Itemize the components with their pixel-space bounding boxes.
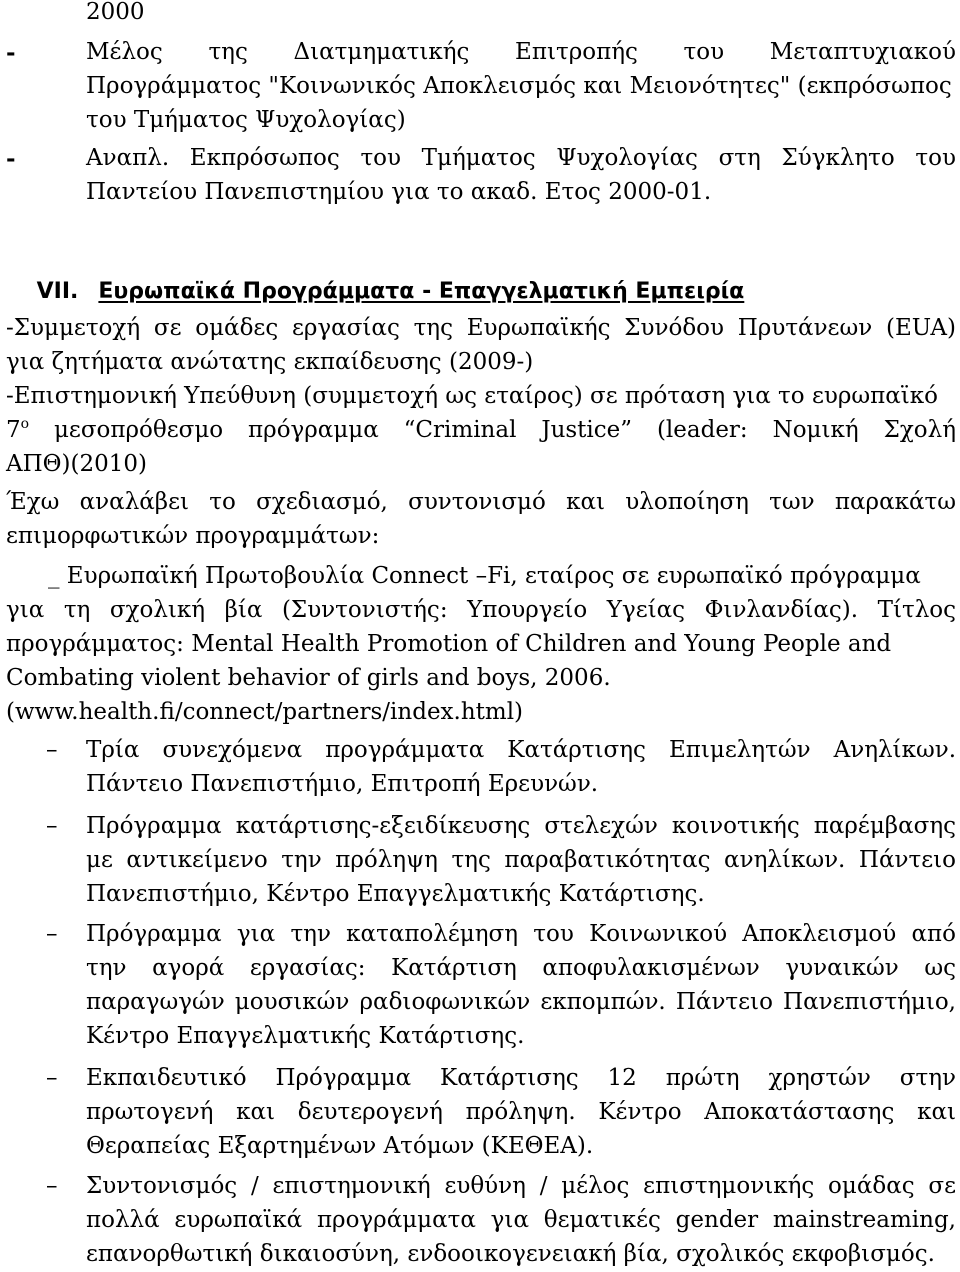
paragraph-line: προγράμματος: Mental Health Promotion of Children and Young People and <box>6 631 892 657</box>
bullet-line: Αναπλ. Εκπρόσωπος του Τμήματος Ψυχολογίας στη Σύγκλητο του <box>86 145 956 171</box>
paragraph-line: -Συμμετοχή σε ομάδες εργασίας της Ευρωπαϊκής Συνόδου Πρυτάνεων (EUA) <box>6 315 956 341</box>
dash-item-line: Πρόγραμμα κατάρτισης-εξειδίκευσης στελεχών κοινοτικής παρέμβασης <box>86 813 956 839</box>
paragraph-line: Combating violent behavior of girls and boys, 2006. <box>6 665 611 691</box>
paragraph-line: -Επιστημονική Υπεύθυνη (συμμετοχή ως εταίρος) σε πρόταση για το ευρωπαϊκό <box>6 383 939 409</box>
bullet-line: Μέλος της Διατμηματικής Επιτροπής του Μεταπτυχιακού <box>86 39 956 65</box>
paragraph-line: για τη σχολική βία (Συντονιστής: Υπουργείο Υγείας Φινλανδίας). Τίτλος <box>6 597 956 623</box>
paragraph-text: μεσοπρόθεσμο πρόγραμμα “Criminal Justice” (leader: Νομική Σχολή <box>29 417 956 443</box>
dash-item-line: Συντονισμός / επιστημονική ευθύνη / μέλος επιστημονικής ομάδας σε <box>86 1173 956 1199</box>
section-number: VII. <box>36 279 79 304</box>
paragraph-line: (www.health.fi/connect/partners/index.html) <box>6 699 524 725</box>
dash-item-line: Πρόγραμμα για την καταπολέμηση του Κοινωνικού Αποκλεισμού από <box>86 921 956 947</box>
dash-marker: – <box>46 813 58 839</box>
ordinal-number: 7 <box>6 417 21 443</box>
ordinal-suffix: ο <box>20 416 30 432</box>
dash-marker: – <box>46 921 58 947</box>
dash-item-line: πρωτογενή και δευτερογενή πρόληψη. Κέντρο Αποκατάστασης και <box>86 1099 956 1125</box>
dash-item-line: πολλά ευρωπαϊκά προγράμματα για θεματικές gender mainstreaming, <box>86 1207 956 1233</box>
dash-item-line: Κέντρο Επαγγελματικής Κατάρτισης. <box>86 1023 525 1049</box>
paragraph-line: Έχω αναλάβει το σχεδιασμό, συντονισμό και υλοποίηση των παρακάτω <box>6 489 956 515</box>
dash-marker: – <box>46 1173 58 1199</box>
dash-item-line: Πάντειο Πανεπιστήμιο, Επιτροπή Ερευνών. <box>86 771 599 797</box>
dash-item-line: Εκπαιδευτικό Πρόγραμμα Κατάρτισης 12 πρώτη χρηστών στην <box>86 1065 956 1091</box>
paragraph-line: για ζητήματα ανώτατης εκπαίδευσης (2009-) <box>6 349 534 375</box>
dash-item-line: Θεραπείας Εξαρτημένων Ατόμων (ΚΕΘΕΑ). <box>86 1133 594 1159</box>
dash-marker: – <box>46 737 58 763</box>
dash-item-line: την αγορά εργασίας: Κατάρτιση αποφυλακισμένων γυναικών ως <box>86 955 956 981</box>
dash-marker: – <box>46 1065 58 1091</box>
bullet-marker: - <box>6 39 16 66</box>
dash-item-line: παραγωγών μουσικών ραδιοφωνικών εκπομπών. Πάντειο Πανεπιστήμιο, <box>86 989 956 1015</box>
bullet-line: του Τμήματος Ψυχολογίας) <box>86 107 406 133</box>
paragraph-line: επιμορφωτικών προγραμμάτων: <box>6 523 380 549</box>
bullet-line: Παντείου Πανεπιστημίου για το ακαδ. Ετος 2000-01. <box>86 179 712 205</box>
dash-item-line: με αντικείμενο την πρόληψη της παραβατικότητας ανηλίκων. Πάντειο <box>86 847 956 873</box>
dash-item-line: Πανεπιστήμιο, Κέντρο Επαγγελματικής Κατάρτισης. <box>86 881 705 907</box>
year-text: 2000 <box>86 0 145 25</box>
dash-item-line: επανορθωτική δικαιοσύνη, ενδοοικογενειακή βία, σχολικός εκφοβισμός. <box>86 1241 935 1267</box>
section-title: Ευρωπαϊκά Προγράμματα - Επαγγελματική Εμπειρία <box>98 279 745 304</box>
bullet-marker: - <box>6 145 16 172</box>
paragraph-line <box>6 414 956 448</box>
dash-item-line: Τρία συνεχόμενα προγράμματα Κατάρτισης Επιμελητών Ανηλίκων. <box>86 737 956 763</box>
bullet-line: Προγράμματος "Κοινωνικός Αποκλεισμός και Μειονότητες" (εκπρόσωπος <box>86 73 952 99</box>
paragraph-line: ΑΠΘ)(2010) <box>6 451 147 477</box>
paragraph-line: _ Ευρωπαϊκή Πρωτοβουλία Connect –Fi, εταίρος σε ευρωπαϊκό πρόγραμμα <box>48 563 921 589</box>
